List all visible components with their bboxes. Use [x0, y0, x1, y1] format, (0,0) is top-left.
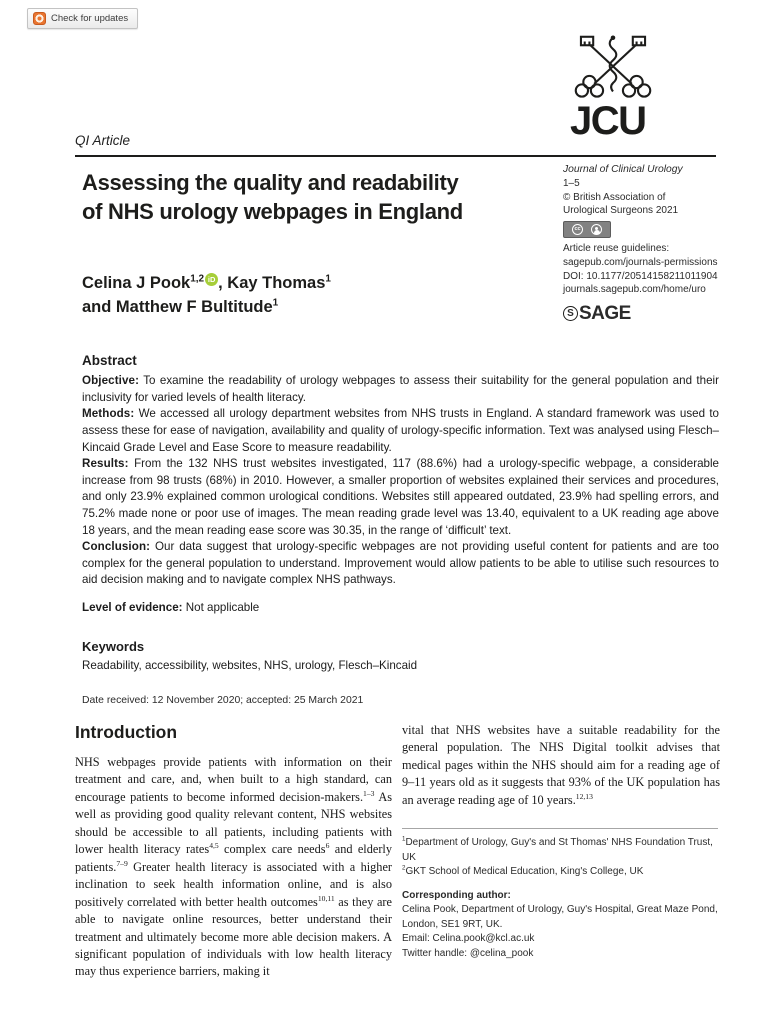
intro-right-paragraph: vital that NHS websites have a suitable readability for the general population. The NHS Digital toolkit advises that medical pages within the NHS should aim for a reading age of 9–11 years old as it suggests that 93% of the UK population has an average reading age of 10 years.$^{12,13}$ [402, 723, 720, 807]
article-title [82, 169, 463, 226]
sage-logo [563, 301, 723, 327]
author-list: Celina J Pook$^{1,2}$ iD , Kay Thomas$^1$ and Matthew F Bultitude$^1$ [82, 273, 331, 316]
doi-text: DOI: 10.1177/20514158211011904 [563, 270, 718, 282]
cc-icon: cc [572, 224, 583, 235]
check-for-updates-badge[interactable] [27, 8, 138, 29]
title-line-2: of NHS urology webpages in England [82, 198, 463, 224]
reuse-guidelines-label: Article reuse guidelines: [563, 243, 670, 255]
level-of-evidence-line [82, 600, 719, 617]
journals-permissions-link[interactable]: sagepub.com/journals-permissions [563, 256, 718, 268]
level-of-evidence-label: Level of evidence: [82, 600, 183, 614]
journal-info [563, 163, 723, 327]
cc-by-license-badge[interactable] [563, 221, 611, 238]
dates-received-line: Date received: 12 November 2020; accepted: 25 March 2021 [82, 694, 364, 706]
abstract-paragraph: Conclusion: Our data suggest that urology-specific webpages are not providing useful content for patients and are too complex for the general population to understand. Improvement would allow patients to be able to utilise such resources to aid decision making and to navigate complex NHS pathways. [82, 540, 719, 587]
intro-right-column [402, 722, 720, 809]
introduction-heading: Introduction [75, 722, 178, 742]
keywords-text: Readability, accessibility, websites, NHS, urology, Flesch–Kincaid [82, 658, 418, 672]
intro-left-column [75, 722, 392, 981]
abstract-section [82, 351, 719, 708]
email-line[interactable]: Email: Celina.pook@kcl.ac.uk [402, 933, 535, 944]
article-type-label: QI Article [75, 133, 131, 148]
cc-by-person-icon [591, 224, 602, 235]
journal-home-link[interactable]: journals.sagepub.com/home/uro [563, 284, 706, 296]
keywords-block [82, 638, 719, 674]
author-name: Kay Thomas$^1$ [227, 273, 331, 292]
copyright-line-1: © British Association of [563, 191, 666, 203]
twitter-line[interactable]: Twitter handle: @celina_pook [402, 947, 534, 959]
journal-pages: 1–5 [563, 178, 580, 190]
header-rule [75, 155, 716, 157]
affiliation-line: $^2$GKT School of Medical Education, King's College, UK [402, 864, 644, 877]
author-name: Celina J Pook$^{1,2}$ iD [82, 274, 218, 292]
check-for-updates-label: Check for updates [51, 13, 129, 24]
orcid-icon[interactable]: iD [205, 273, 218, 286]
abstract-paragraph: Methods: We accessed all urology department websites from NHS trusts in England. A standard framework was used to assess these for ease of navigation, availability and quality of urology-specific information. Text was analysed using Flesch–Kincaid Grade Level and Ease Score to measure readability. [82, 407, 719, 454]
footnotes-block [402, 828, 718, 961]
abstract-paragraphs [82, 373, 719, 589]
keywords-heading: Keywords [82, 639, 145, 655]
level-of-evidence-text: Not applicable [185, 600, 260, 614]
intro-left-paragraph: NHS webpages provide patients with information on their treatment and care, and, when built to a high standard, can encourage patients to become informed decision-makers.$^{1-3}$ As well as providing good quality relevant content, NHS websites should be accessible to all patients, including patients with lower health literacy rates$^{4,5}$ complex care needs$^6$ and elderly patients.$^{7-9}$ Greater health literacy is associated with a higher inclination to seek health information online, and is also positively correlated with better health outcomes$^{10,11}$ as they are able to navigate online resources, better understand their treatment and ultimately become more able decision makers. A significant population of individuals with low health literacy may thus experience barriers, making it [75, 755, 392, 979]
affiliation-line: $^1$Department of Urology, Guy's and St Thomas' NHS Foundation Trust, UK [402, 835, 713, 863]
journal-name: Journal of Clinical Urology [563, 164, 683, 175]
sage-wordmark: SAGE [579, 302, 631, 324]
author-name: and Matthew F Bultitude$^1$ [82, 297, 279, 316]
copyright-line-2: Urological Surgeons 2021 [563, 205, 679, 217]
affiliation-list [402, 836, 718, 880]
corresponding-author-text: Celina Pook, Department of Urology, Guy's Hospital, Great Maze Pond, London, SE1 9RT, UK. [402, 904, 718, 930]
jcu-crossed-keys-serpent-icon [571, 33, 655, 99]
sage-mark-icon: S [563, 306, 578, 321]
title-line-1: Assessing the quality and readability [82, 170, 459, 195]
abstract-paragraph: Objective: To examine the readability of urology webpages to assess their suitability for the general population and their inclusivity for varied levels of health literacy. [82, 374, 719, 404]
abstract-paragraph: Results: From the 132 NHS trust websites investigated, 117 (88.6%) had a urology-specific webpage, a considerable increase from 98 trusts (68%) in 2010. However, a smaller proportion of websites explained their services and procedures, and only 23.9% explained common urological conditions. Websites still appeared outdated, 23.9% had spelling errors, and 75.2% made none or poor use of images. The mean reading grade level was 13.40, equivalent to a UK reading age above 18 years, and the mean reading ease score was 30.35, in the range of ‘difficult’ text. [82, 457, 719, 537]
abstract-heading: Abstract [82, 353, 137, 368]
crossmark-icon [33, 12, 46, 25]
jcu-logotype: JCU [570, 99, 646, 143]
corresponding-author-label: Corresponding author: [402, 889, 511, 901]
